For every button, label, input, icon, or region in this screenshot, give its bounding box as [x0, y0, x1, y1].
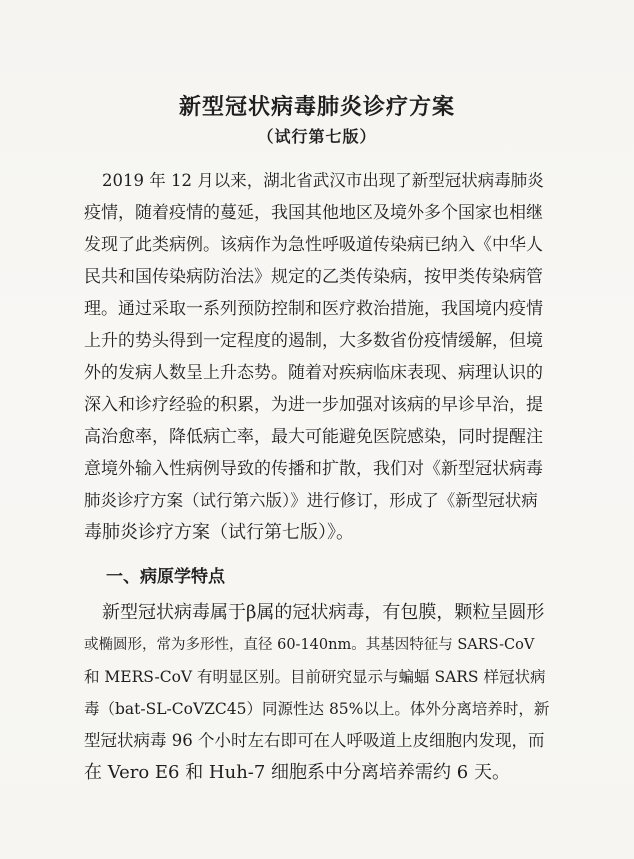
intro-line: 深入和诊疗经验的积累，为进一步加强对该病的早诊早治，提	[84, 395, 543, 415]
intro-line: 2019 年 12 月以来，湖北省武汉市出现了新型冠状病毒肺炎	[102, 171, 544, 190]
section-line: 型冠状病毒 96 个小时左右即可在人呼吸道上皮细胞内发现，而	[84, 731, 545, 750]
intro-line: 上升的势头得到一定程度的遏制，大多数省份疫情缓解，但境	[84, 331, 543, 351]
section-line: 或椭圆形，常为多形性，直径 60-140nm。其基因特征与 SARS-CoV	[84, 637, 535, 653]
intro-line: 民共和国传染病防治法》规定的乙类传染病，按甲类传染病管	[84, 267, 543, 287]
intro-line: 毒肺炎诊疗方案（试行第七版）》。	[84, 522, 354, 543]
document-subtitle: （试行第七版）	[257, 127, 377, 146]
section-line: 在 Vero E6 和 Huh-7 细胞系中分离培养需约 6 天。	[84, 762, 510, 783]
intro-line: 意境外输入性病例导致的传播和扩散，我们对《新型冠状病毒	[84, 459, 543, 479]
section-line: 新型冠状病毒属于β属的冠状病毒，有包膜，颗粒呈圆形	[102, 602, 545, 623]
intro-line: 肺炎诊疗方案（试行第六版）》进行修订，形成了《新型冠状病	[84, 491, 538, 510]
intro-line: 疫情，随着疫情的蔓延，我国其他地区及境外多个国家也相继	[84, 203, 543, 223]
intro-line: 发现了此类病例。该病作为急性呼吸道传染病已纳入《中华人	[84, 235, 543, 255]
section-line: 和 MERS-CoV 有明显区别。目前研究显示与蝙蝠 SARS 样冠状病	[84, 668, 546, 686]
section-line: 毒（bat-SL-CoVZC45）同源性达 85%以上。体外分离培养时，新	[84, 700, 549, 718]
intro-line: 外的发病人数呈上升态势。随着对疾病临床表现、病理认识的	[84, 363, 543, 383]
intro-line: 高治愈率，降低病亡率，最大可能避免医院感染，同时提醒注	[84, 427, 543, 447]
document-title: 新型冠状病毒肺炎诊疗方案	[178, 94, 455, 120]
section-heading: 一、病原学特点	[106, 567, 225, 587]
intro-line: 理。通过采取一系列预防控制和医疗救治措施，我国境内疫情	[84, 299, 543, 319]
